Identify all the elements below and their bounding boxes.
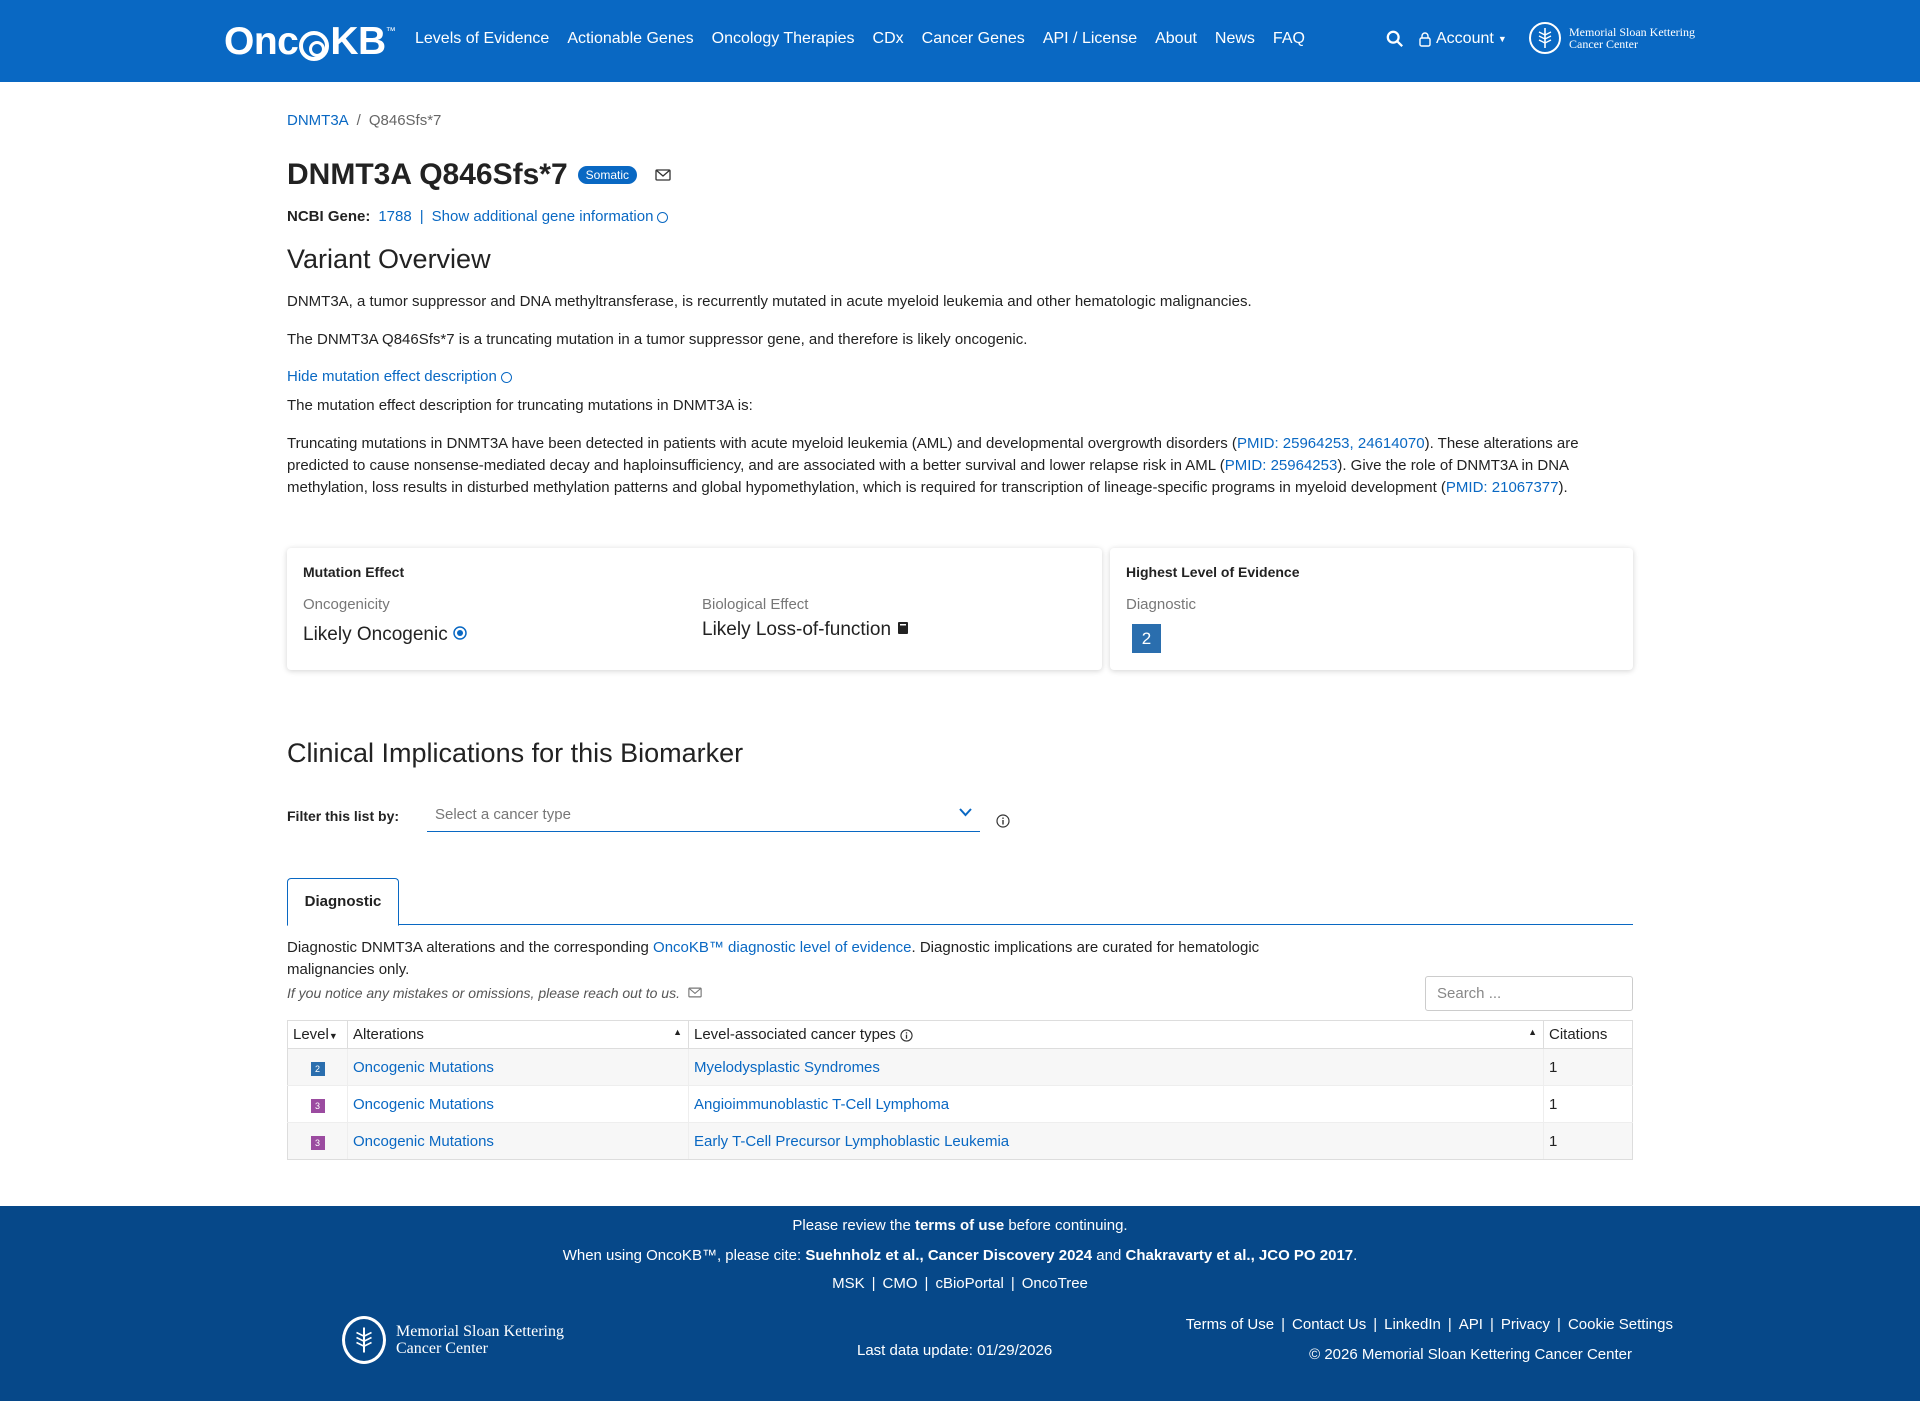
cancer-type-link[interactable]: Angioimmunoblastic T-Cell Lymphoma	[694, 1095, 950, 1113]
footer-link-cookie-settings[interactable]: Cookie Settings	[1567, 1316, 1673, 1333]
info-icon[interactable]	[900, 1029, 913, 1042]
footer-link-cbioportal[interactable]: cBioPortal	[935, 1275, 1004, 1292]
mutation-effect-intro: The mutation effect description for truncating mutations in DNMT3A is:	[287, 397, 753, 414]
sort-up-icon: ▲	[673, 1027, 682, 1037]
chevron-down-circle-icon	[657, 212, 668, 223]
citation-link[interactable]: Chakravarty et al., JCO PO 2017	[1125, 1247, 1354, 1264]
pmid-link[interactable]: PMID: 25964253, 24614070	[1236, 435, 1425, 452]
mail-icon[interactable]	[688, 987, 702, 998]
level-badge[interactable]: 3	[311, 1099, 325, 1113]
breadcrumb: DNMT3A / Q846Sfs*7	[287, 112, 442, 129]
pmid-link[interactable]: PMID: 25964253	[1224, 457, 1338, 474]
nav-cancer-genes[interactable]: Cancer Genes	[921, 30, 1025, 47]
mutation-effect-card: Mutation Effect Oncogenicity Likely Oncogenic Biological Effect Likely Loss-of-function	[287, 548, 1102, 670]
footer	[0, 1206, 1920, 1401]
oncogenicity-value: Likely Oncogenic	[303, 624, 467, 646]
citations-count[interactable]: 1	[1544, 1123, 1633, 1160]
tab-diagnostic[interactable]: Diagnostic	[287, 878, 399, 926]
footer-link-privacy[interactable]: Privacy	[1500, 1316, 1551, 1333]
nav-actionable-genes[interactable]: Actionable Genes	[567, 30, 694, 47]
cancer-type-link[interactable]: Early T-Cell Precursor Lymphoblastic Leukemia	[694, 1132, 1010, 1150]
footer-link-msk[interactable]: MSK	[832, 1275, 865, 1292]
level-2-badge[interactable]: 2	[1132, 624, 1161, 653]
main-nav	[415, 30, 1323, 48]
table-search-input[interactable]: Search ...	[1425, 976, 1633, 1011]
chevron-down-icon	[959, 808, 972, 817]
nav-api-license[interactable]: API / License	[1042, 30, 1138, 47]
footer-link-linkedin[interactable]: LinkedIn	[1384, 1316, 1441, 1333]
clinical-implications-heading: Clinical Implications for this Biomarker	[287, 738, 744, 768]
hide-mutation-effect-toggle[interactable]: Hide mutation effect description	[287, 366, 512, 388]
table-row	[288, 1086, 1633, 1123]
footer-link-oncotree[interactable]: OncoTree	[1021, 1275, 1088, 1292]
oncokb-logo[interactable]: Onc KB ™	[224, 20, 396, 63]
somatic-badge: Somatic	[578, 166, 637, 184]
cancer-type-select[interactable]: Select a cancer type	[427, 796, 980, 832]
account-menu[interactable]: Account ▼	[1418, 30, 1507, 48]
breadcrumb-variant: Q846Sfs*7	[368, 112, 442, 129]
nav-faq[interactable]: FAQ	[1272, 30, 1305, 47]
alteration-link[interactable]: Oncogenic Mutations	[353, 1095, 494, 1113]
column-header-citations[interactable]: Citations	[1544, 1021, 1633, 1049]
column-header-level[interactable]: Level▼	[288, 1021, 348, 1049]
diagnostic-description: Diagnostic DNMT3A alterations and the corresponding OncoKB™ diagnostic level of evidence. Diagnostic implications are curated for hematologic malignancies only.	[287, 939, 1260, 978]
msk-footer-logo[interactable]: Memorial Sloan Kettering Cancer Center	[342, 1316, 564, 1364]
implications-table	[287, 1020, 1633, 1160]
ncbi-gene-link[interactable]: 1788	[378, 208, 412, 225]
notice-text: If you notice any mistakes or omissions, please reach out to us.	[287, 982, 702, 1004]
terms-notice: Please review the terms of use before continuing.	[792, 1217, 1128, 1234]
column-header-alterations[interactable]: Alterations ▲	[348, 1021, 689, 1049]
pmid-link[interactable]: PMID: 21067377	[1445, 479, 1559, 496]
diagnostic-level-link[interactable]: OncoKB™ diagnostic level of evidence	[653, 939, 912, 956]
show-gene-info-toggle[interactable]: Show additional gene information	[432, 208, 669, 225]
table-row	[288, 1123, 1633, 1160]
sort-down-icon: ▼	[328, 1031, 338, 1041]
biological-effect-value: Likely Loss-of-function	[702, 619, 909, 641]
footer-legal-links: Terms of Use | Contact Us | LinkedIn | API | Privacy | Cookie Settings	[1185, 1316, 1673, 1333]
breadcrumb-gene-link[interactable]: DNMT3A	[287, 112, 349, 129]
msk-header-logo[interactable]: Memorial Sloan Kettering Cancer Center	[1529, 22, 1695, 54]
variant-overview-heading: Variant Overview	[287, 244, 491, 274]
overview-variant-summary: The DNMT3A Q846Sfs*7 is a truncating mutation in a tumor suppressor gene, and therefore is likely oncogenic.	[287, 331, 1028, 348]
lock-icon	[1418, 32, 1432, 47]
footer-link-cmo[interactable]: CMO	[882, 1275, 918, 1292]
citations-count[interactable]: 1	[1544, 1086, 1633, 1123]
nav-news[interactable]: News	[1214, 30, 1255, 47]
ncbi-gene-line: NCBI Gene: 1788 | Show additional gene information	[287, 208, 668, 225]
citation-link[interactable]: Suehnholz et al., Cancer Discovery 2024	[805, 1247, 1093, 1264]
nav-oncology-therapies[interactable]: Oncology Therapies	[711, 30, 855, 47]
chevron-up-circle-icon	[501, 372, 512, 383]
copyright: © 2026 Memorial Sloan Kettering Cancer Center	[1309, 1346, 1632, 1363]
level-badge[interactable]: 2	[311, 1062, 325, 1076]
page-title: DNMT3A Q846Sfs*7	[287, 158, 568, 191]
msk-seal-icon	[1529, 22, 1561, 54]
logo-eye-icon	[299, 31, 329, 61]
citation-notice: When using OncoKB™, please cite: Suehnholz et al., Cancer Discovery 2024 and Chakravarty et al., JCO PO 2017.	[562, 1247, 1358, 1264]
caret-down-icon: ▼	[1497, 34, 1507, 44]
alteration-link[interactable]: Oncogenic Mutations	[353, 1132, 494, 1150]
last-data-update: Last data update: 01/29/2026	[857, 1342, 1053, 1359]
nav-levels-of-evidence[interactable]: Levels of Evidence	[415, 30, 550, 47]
nav-about[interactable]: About	[1155, 30, 1197, 47]
top-navbar	[0, 0, 1920, 82]
evidence-tabs	[287, 878, 1633, 925]
info-icon[interactable]	[996, 814, 1010, 828]
highest-level-card: Highest Level of Evidence Diagnostic 2	[1110, 548, 1633, 670]
terms-link[interactable]: terms of use	[914, 1217, 1005, 1234]
book-icon	[896, 621, 909, 635]
footer-link-contact[interactable]: Contact Us	[1292, 1316, 1367, 1333]
footer-link-api[interactable]: API	[1458, 1316, 1483, 1333]
cancer-type-link[interactable]: Myelodysplastic Syndromes	[694, 1058, 880, 1076]
oncogenic-icon	[453, 626, 467, 640]
citations-count[interactable]: 1	[1544, 1049, 1633, 1086]
level-badge[interactable]: 3	[311, 1136, 325, 1150]
mutation-effect-description: Truncating mutations in DNMT3A have been detected in patients with acute myeloid leukemia (AML) and developmental overgrowth disorders (PMID: 25964253, 24614070). These alterations are predicted to cause nonsense-mediated decay and haploinsufficiency, and are associated with a better survival and lower relapse risk in AML (PMID: 25964253). Give the role of DNMT3A in DNA methylation, loss results in disturbed methylation patterns and global hypomethylation, which is required for transcription of lineage-specific programs in myeloid development (PMID: 21067377).	[287, 435, 1579, 496]
msk-seal-icon	[342, 1316, 386, 1364]
footer-partner-links: MSK | CMO | cBioPortal | OncoTree	[832, 1275, 1088, 1292]
column-header-cancer-types[interactable]: Level-associated cancer types ▲	[689, 1021, 1544, 1049]
alteration-link[interactable]: Oncogenic Mutations	[353, 1058, 494, 1076]
table-row	[288, 1049, 1633, 1086]
sort-up-icon: ▲	[1528, 1027, 1537, 1037]
nav-cdx[interactable]: CDx	[872, 30, 904, 47]
search-icon[interactable]	[1386, 30, 1404, 48]
overview-gene-summary: DNMT3A, a tumor suppressor and DNA methyltransferase, is recurrently mutated in acute myeloid leukemia and other hematologic malignancies.	[287, 293, 1252, 310]
footer-link-terms[interactable]: Terms of Use	[1185, 1316, 1275, 1333]
mail-icon[interactable]	[655, 169, 671, 181]
